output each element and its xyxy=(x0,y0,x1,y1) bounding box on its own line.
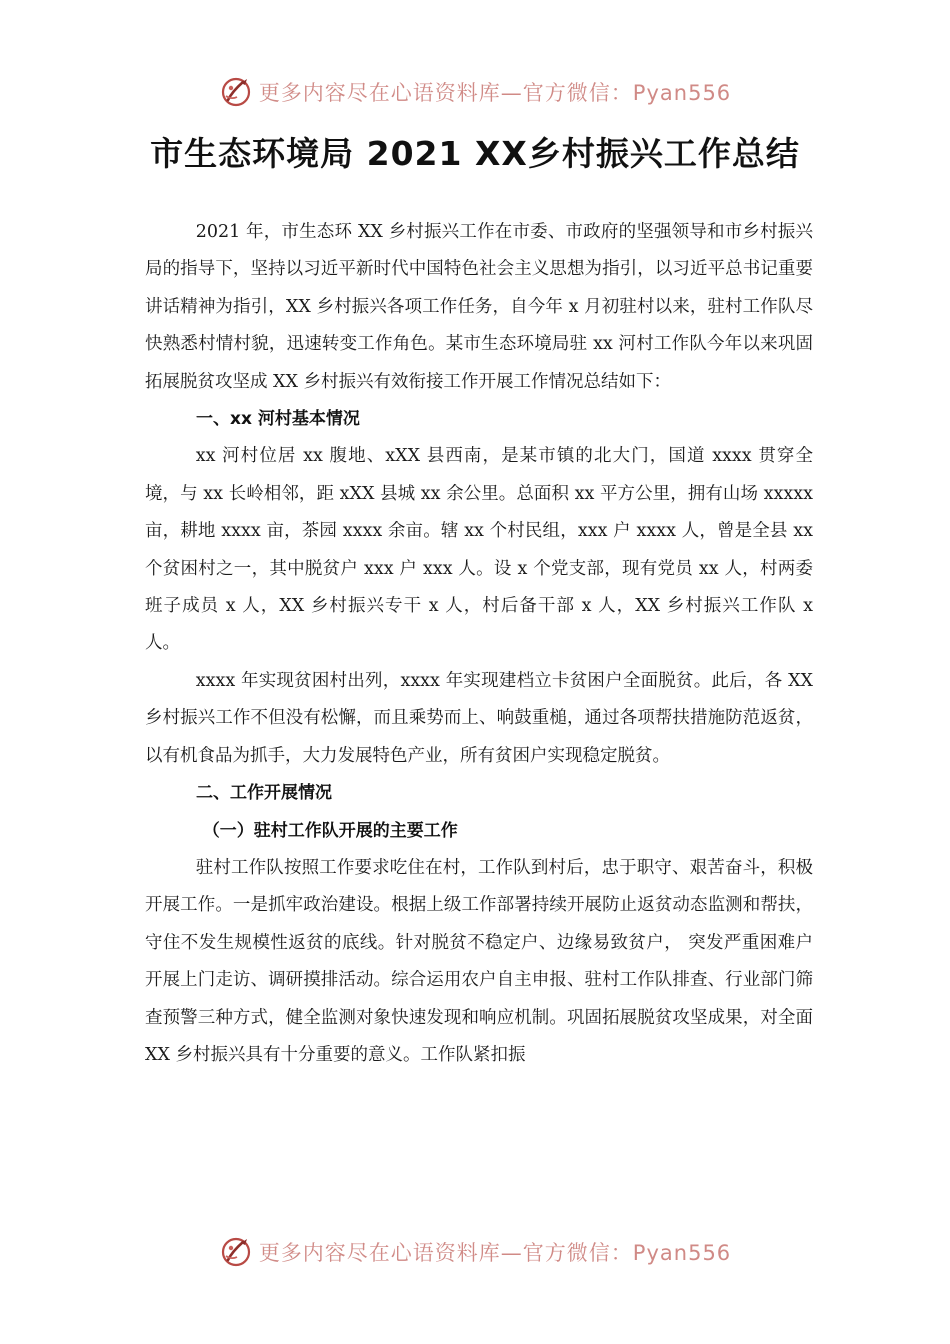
footer-watermark-banner xyxy=(0,1232,950,1272)
intro-paragraph: 2021 年，市生态环 XX 乡村振兴工作在市委、市政府的坚强领导和市乡村振兴局的指导下，坚持以习近平新时代中国特色社会主义思想为指引，以习近平总书记重要讲话精神为指引，XX 乡村振兴各项工作任务，自今年 x 月初驻村以来，驻村工作队尽快熟悉村情村貌，迅速转变工作角色。某市生态环境局驻 xx 河村工作队今年以来巩固拓展脱贫攻坚成 XX 乡村振兴有效衔接工作开展工作情况总结如下： xyxy=(145,222,813,392)
section-1-heading: 一、xx 河村基本情况 xyxy=(196,409,360,430)
section-2-subheading-1: （一）驻村工作队开展的主要工作 xyxy=(202,820,458,841)
hand-pen-logo-icon xyxy=(219,74,255,110)
document-body xyxy=(145,214,813,1074)
document-title: 市生态环境局 2021 XX乡村振兴工作总结 xyxy=(150,134,800,173)
header-watermark-banner xyxy=(0,72,950,112)
section-1-paragraph-1: xx 河村位居 xx 腹地、xXX 县西南，是某市镇的北大门，国道 xxxx 贯穿全境，与 xx 长岭相邻，距 xXX 县城 xx 余公里。总面积 xx 平方公里，拥有山场 xxxxx 亩，耕地 xxxx 亩，茶园 xxxx 余亩。辖 xx 个村民组，xxx 户 xxxx 人，曾是全县 xx 个贫困村之一，其中脱贫户 xxx 户 xxx 人。设 x 个党支部，现有党员 xx 人，村两委班子成员 x 人，XX 乡村振兴专干 x 人，村后备干部 x 人，XX 乡村振兴工作队 x 人。 xyxy=(145,446,813,654)
footer-watermark-text: 更多内容尽在心语资料库—官方微信：Pyan556 xyxy=(258,1241,732,1265)
section-1-paragraph-2: xxxx 年实现贫困村出列，xxxx 年实现建档立卡贫困户全面脱贫。此后，各 XX 乡村振兴工作不但没有松懈，而且乘势而上、响鼓重槌，通过各项帮扶措施防范返贫，以有机食品为抓手，大力发展特色产业，所有贫困户实现稳定脱贫。 xyxy=(145,670,813,766)
header-watermark-text: 更多内容尽在心语资料库—官方微信：Pyan556 xyxy=(258,81,732,105)
section-2-paragraph-1: 驻村工作队按照工作要求吃住在村，工作队到村后，忠于职守、艰苦奋斗，积极开展工作。一是抓牢政治建设。根据上级工作部署持续开展防止返贫动态监测和帮扶，守住不发生规模性返贫的底线。针对脱贫不稳定户、边缘易致贫户， 突发严重困难户开展上门走访、调研摸排活动。综合运用农户自主申报、驻村工作队排查、行业部门筛查预警三种方式，健全监测对象快速发现和响应机制。巩固拓展脱贫攻坚成果，对全面 XX 乡村振兴具有十分重要的意义。工作队紧扣振 xyxy=(145,857,813,1065)
hand-pen-logo-icon xyxy=(219,1234,255,1270)
section-2-heading: 二、工作开展情况 xyxy=(196,783,332,804)
